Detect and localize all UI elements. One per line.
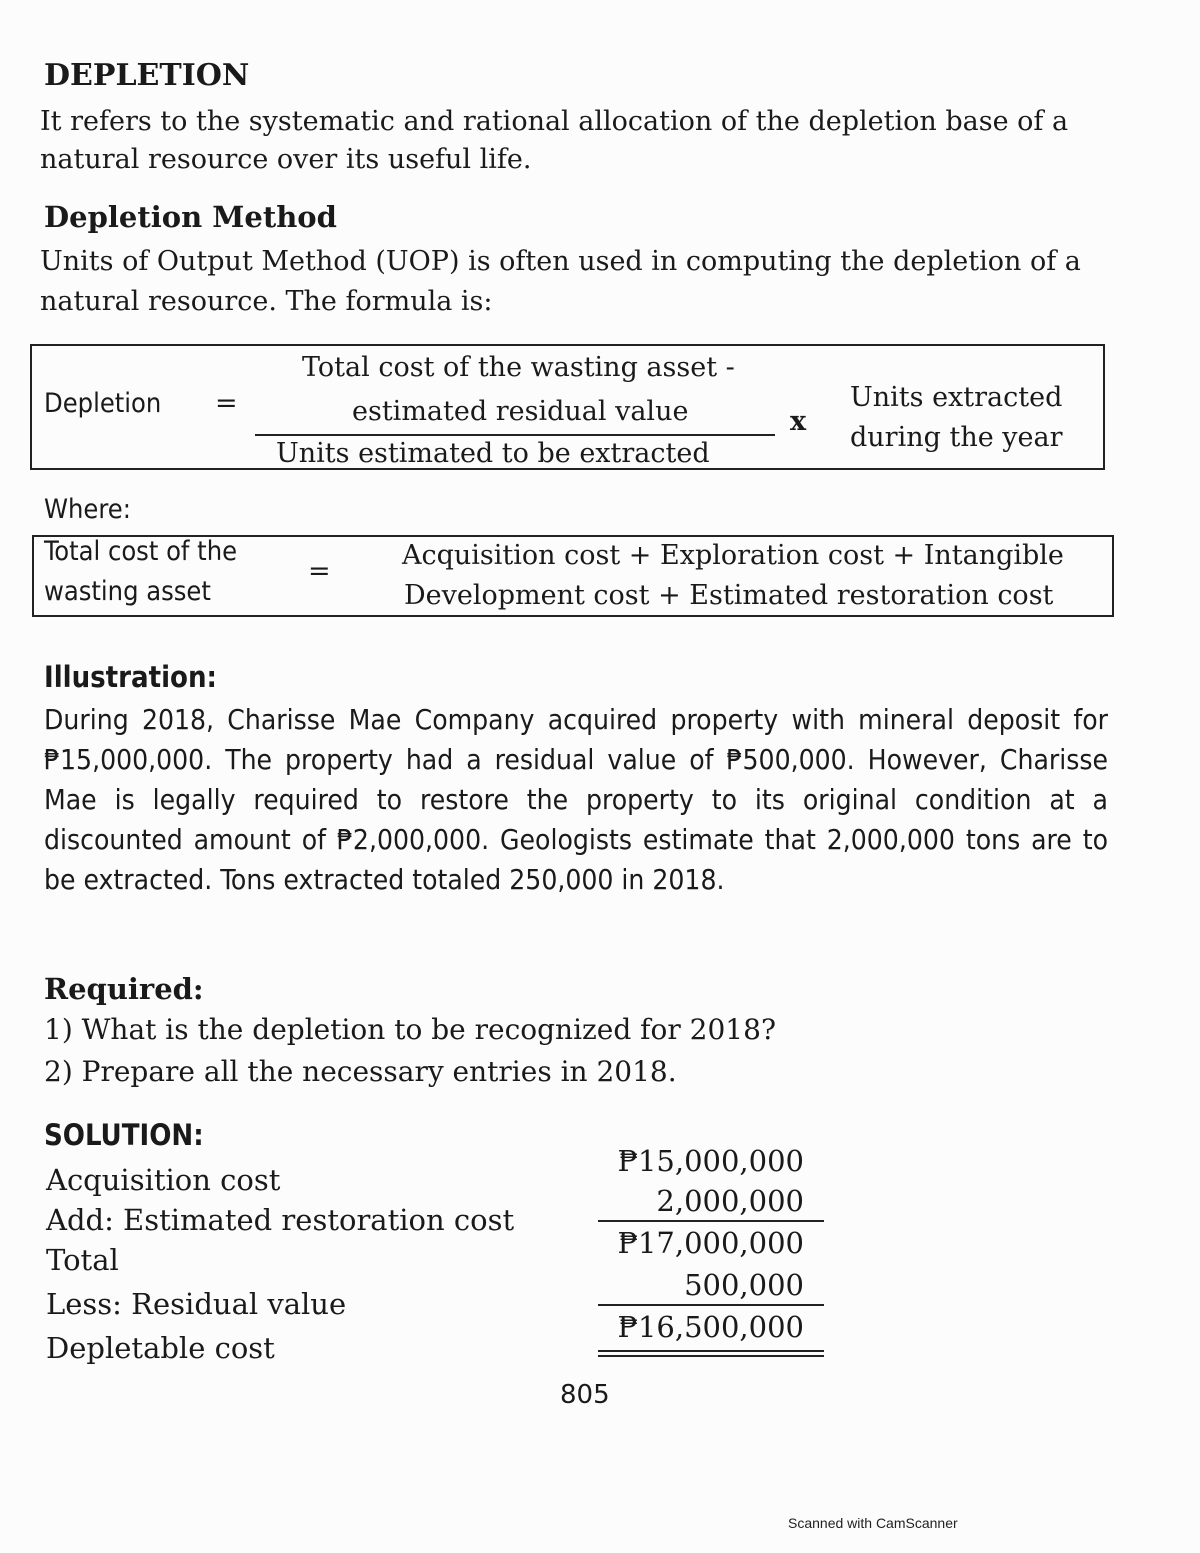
page-heading: DEPLETION xyxy=(44,58,250,93)
required-item-2: 2) Prepare all the necessary entries in 2018. xyxy=(44,1055,677,1088)
formula-multiplier-line-1: Units extracted xyxy=(850,382,1063,413)
where-label: Where: xyxy=(44,494,131,525)
subtotal-rule-2 xyxy=(598,1304,824,1306)
solution-heading: SOLUTION: xyxy=(44,1118,204,1152)
method-heading: Depletion Method xyxy=(44,200,337,234)
where-definition-line-1: Acquisition cost + Exploration cost + Intangible xyxy=(402,540,1064,571)
double-rule-top xyxy=(598,1350,824,1352)
where-term-line-1: Total cost of the xyxy=(44,536,238,567)
where-equals: = xyxy=(308,556,331,587)
method-line-2: natural resource. The formula is: xyxy=(40,286,493,317)
required-heading: Required: xyxy=(44,972,204,1006)
solution-label-total: Total xyxy=(46,1243,119,1277)
solution-amount-acquisition: ₱15,000,000 xyxy=(617,1144,804,1178)
formula-label: Depletion xyxy=(44,388,162,419)
illustration-paragraph: During 2018, Charisse Mae Company acquired property with mineral deposit for ₱15,000,000. The property had a residual value of ₱500,000. However, Charisse Mae is legally required to restore the property to its original condition at a discounted amount of ₱2,000,000. Geologists estimate that 2,000,000 tons are to be extracted. Tons extracted totaled 250,000 in 2018. xyxy=(44,703,1108,896)
formula-times: x xyxy=(790,406,807,437)
definition-line-1: It refers to the systematic and rational allocation of the depletion base of a xyxy=(40,106,1069,137)
subtotal-rule xyxy=(598,1220,824,1222)
formula-multiplier-line-2: during the year xyxy=(850,422,1063,453)
solution-label-residual: Less: Residual value xyxy=(46,1287,347,1321)
where-term-line-2: wasting asset xyxy=(44,576,211,607)
method-line-1: Units of Output Method (UOP) is often used in computing the depletion of a xyxy=(40,246,1081,277)
solution-amount-restoration: 2,000,000 xyxy=(656,1184,804,1218)
solution-label-acquisition: Acquisition cost xyxy=(46,1163,281,1197)
scanner-watermark: Scanned with CamScanner xyxy=(788,1515,958,1531)
solution-amount-depletable: ₱16,500,000 xyxy=(617,1310,804,1344)
formula-equals: = xyxy=(215,388,238,419)
solution-label-depletable: Depletable cost xyxy=(46,1331,275,1365)
definition-line-2: natural resource over its useful life. xyxy=(40,144,532,175)
solution-amount-total: ₱17,000,000 xyxy=(617,1226,804,1260)
required-item-1: 1) What is the depletion to be recognized for 2018? xyxy=(44,1013,776,1046)
double-rule-bottom xyxy=(598,1355,824,1357)
formula-numerator-line-2: estimated residual value xyxy=(352,396,689,427)
formula-numerator-line-1: Total cost of the wasting asset - xyxy=(302,352,735,383)
where-definition-line-2: Development cost + Estimated restoration cost xyxy=(404,580,1054,611)
page-number: 805 xyxy=(560,1380,610,1410)
solution-amount-residual: 500,000 xyxy=(684,1268,804,1302)
fraction-bar xyxy=(255,434,775,436)
solution-label-restoration: Add: Estimated restoration cost xyxy=(46,1203,515,1237)
illustration-heading: Illustration: xyxy=(44,660,217,694)
formula-denominator: Units estimated to be extracted xyxy=(276,438,710,469)
